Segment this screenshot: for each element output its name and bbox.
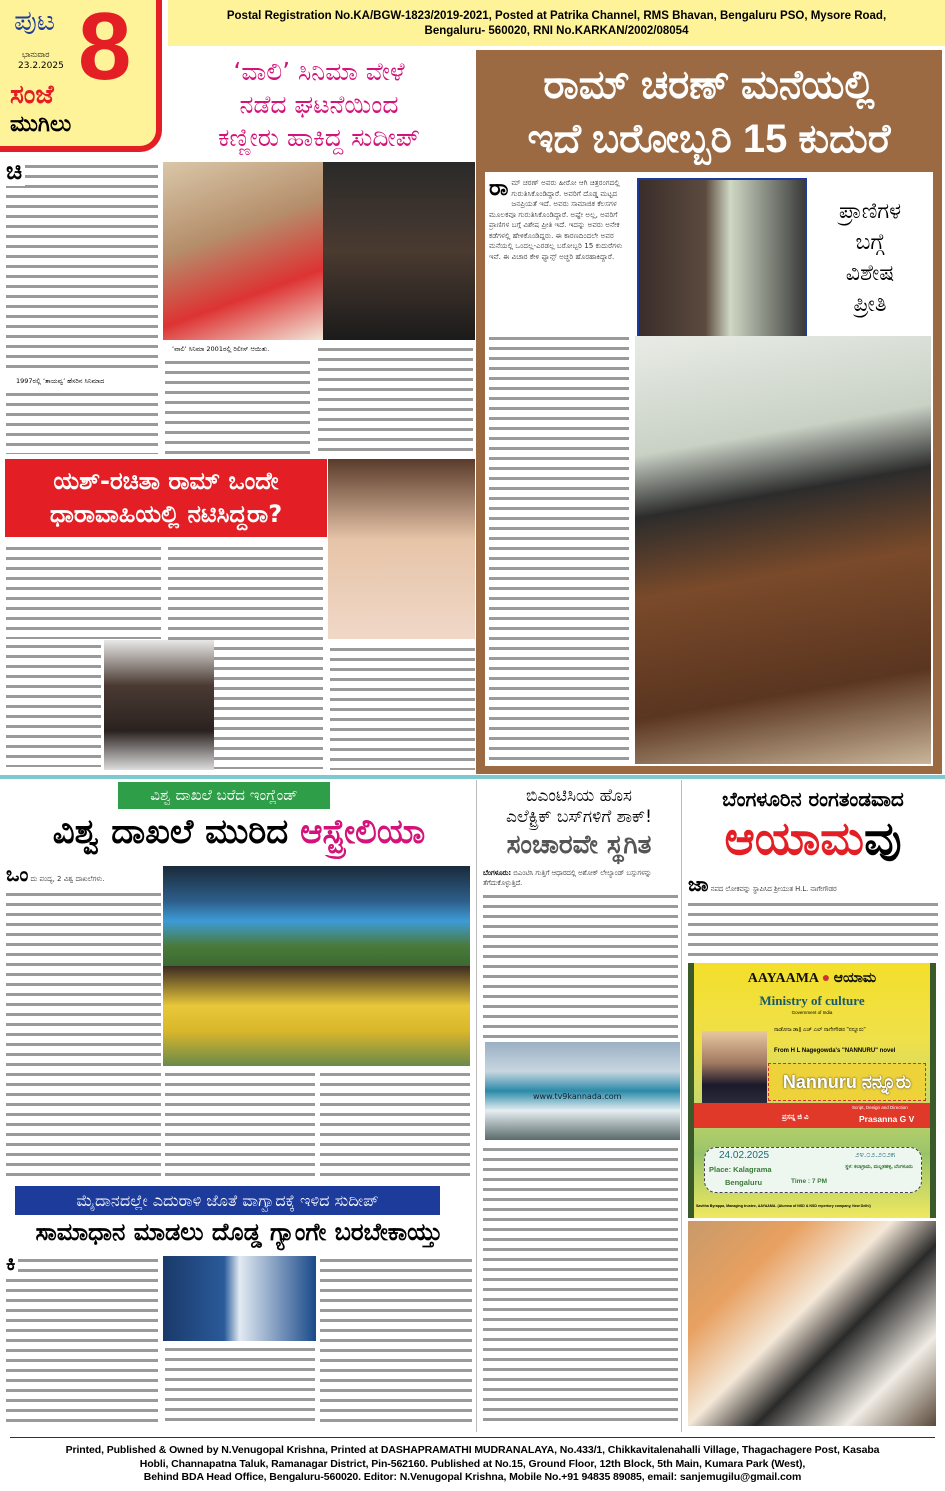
postal-line-1: Postal Registration No.KA/BGW-1823/2019-2021, Posted at Patrika Channel, RMS Bhavan, Bengaluru PSO, Mysore Road, <box>226 10 887 22</box>
masthead-box <box>0 0 162 152</box>
novel-line-kn: ನಾಡೋಜ ಡಾ|| ಎಚ್ ಎಲ್ ನಾಗೇಗೌಡರ "ನನ್ನೂರು" <box>774 1027 866 1033</box>
dateline: ಬೆಂಗಳೂರು: <box>483 869 512 877</box>
aayama-logo-icon: ● <box>821 971 831 986</box>
ram-charan-body <box>485 172 933 766</box>
bmtc-text-2 <box>483 1145 678 1427</box>
sudeep-ccl-headline: ಸಾಮಾಧಾನ ಮಾಡಲು ದೊಡ್ಡ ಗ್ಯಾಂಗೇ ಬರಬೇಕಾಯ್ತು <box>35 1218 443 1246</box>
postal-band <box>168 0 945 46</box>
cricket-australia-photo <box>163 966 470 1066</box>
event-city: Bengaluru <box>725 1178 763 1187</box>
australia-kicker: ವಿಶ್ವ ದಾಖಲೆ ಬರೆದ ಇಂಗ್ಲೆಂಡ್ <box>118 782 330 809</box>
section-divider <box>0 775 945 779</box>
aayama-text <box>688 900 938 958</box>
yash-text-col1b <box>6 642 101 767</box>
page-number: 8 <box>78 0 132 100</box>
ram-charan-riding-photo <box>635 336 931 764</box>
aayama-headline: ಬೆಂಗಳೂರಿನ ರಂಗತಂಡವಾದ ಆಯಾಮವು <box>722 787 904 865</box>
credits-band <box>694 1103 930 1128</box>
column-rule <box>681 780 682 1432</box>
sudeep-text-1997: 1997ರಲ್ಲಿ ‘ತಾಯವ್ವ’ ಹೆಸರಿನ ಸಿನಿಮಾದ <box>16 377 105 385</box>
drop-cap: ಕಿ <box>6 1252 18 1276</box>
yash-headline-box <box>5 459 327 537</box>
event-time: Time : 7 PM <box>791 1178 828 1185</box>
sudeep-ccl-text-col1 <box>6 1256 158 1427</box>
sudeep-text-col1b <box>6 390 158 454</box>
sudeep-text-col3 <box>318 345 473 453</box>
sudeep-ccl-kicker: ಮೈದಾನದಲ್ಲೇ ಎದುರಾಳಿ ಜೊತೆ ವಾಗ್ವಾದಕ್ಕೆ ಇಳಿದ ಸುದೀಪ್ <box>15 1186 440 1215</box>
column-rule <box>476 780 477 1432</box>
nannuru-poster <box>688 963 936 1218</box>
director-kn: ಪ್ರಸನ್ನ ಜಿ ವಿ <box>782 1114 809 1121</box>
drop-cap: ರಾ <box>489 178 509 201</box>
sudeep-photo-2 <box>323 162 475 340</box>
aayama-event-photo <box>688 1221 936 1426</box>
event-place-kn: ಸ್ಥಳ: ಕಲಾಗ್ರಾಮ, ಮಲ್ಲತಹಳ್ಳಿ, ಬೆಂಗಳೂರು <box>845 1164 913 1170</box>
postal-line-2: Bengaluru- 560020, RNI No.KARKAN/2002/08054 <box>424 25 689 37</box>
sudeep-text-col2 <box>165 358 310 454</box>
yash-photo <box>104 640 214 770</box>
bmtc-lead: ಬೆಂಗಳೂರು: ಬಿಎಂಟಿಸಿ ಗುತ್ತಿಗೆ ಆಧಾರದಲ್ಲಿ ಅಶೋಕ್ ಲೇಲ್ಯಾಂಡ್ ಬಸ್ಸುಗಳನ್ನು ತೆಗೆದುಕೊಳ್ಳುತ್ತಿದೆ. <box>483 869 652 887</box>
yash-headline: ಯಶ್-ರಚಿತಾ ರಾಮ್ ಒಂದೇ ಧಾರಾವಾಹಿಯಲ್ಲಿ ನಟಿಸಿದ್ದರಾ? <box>49 467 283 528</box>
sudeep-ccl-text-col3 <box>320 1256 472 1427</box>
rachita-ram-photo <box>328 459 475 639</box>
director: Prasanna G V <box>859 1114 915 1124</box>
sudeep-photo-1 <box>163 162 323 340</box>
pullquote: ಪ್ರಾಣಿಗಳ ಬಗ್ಗೆ ವಿಶೇಷ ಪ್ರೀತಿ <box>838 199 902 317</box>
australia-text-col2 <box>165 1070 315 1178</box>
ram-charan-headline: ರಾಮ್ ಚರಣ್ ಮನೆಯಲ್ಲಿ ಇದೆ ಬರೋಬ್ಬರಿ 15 ಕುದುರೆ <box>527 63 891 161</box>
paper-name-sanje: ಸಂಜೆ <box>10 80 54 110</box>
sudeep-text-vaali: ‘ವಾಲಿ’ ಸಿನಿಮಾ 2001ರಲ್ಲಿ ರಿಲೀಸ್ ಆಯಿತು. <box>172 345 270 353</box>
footer-rule <box>10 1437 935 1438</box>
aayama-brand-kn: ಆಯಾಮ <box>833 971 877 986</box>
ram-charan-section <box>476 50 942 774</box>
date: 23.2.2025 <box>18 61 64 71</box>
ministry-sub: Government of India <box>791 1010 833 1015</box>
yash-text-col1 <box>6 544 161 639</box>
australia-headline: ವಿಶ್ವ ದಾಖಲೆ ಮುರಿದ ಆಸ್ಟ್ರೇಲಿಯಾ <box>52 812 426 852</box>
australia-text-col1 <box>6 890 161 1178</box>
bmtc-text-1 <box>483 892 678 1038</box>
ministry: Ministry of culture <box>759 993 865 1008</box>
aayama-brand-en: AAYAAMA <box>747 971 819 986</box>
aayama-lead: ಜಾ ನಪದ ಲೋಕವನ್ನು ಸ್ಥಾಪಿಸಿದ ಶ್ರೀಯುತ H.L. ನಾಗೇಗೌಡರ <box>688 872 837 896</box>
paper-name-mugilu: ಮುಗಿಲು <box>10 112 72 137</box>
cricket-england-photo <box>163 866 470 966</box>
poster-footer: Savitha Byrappa, Managing trustee, AAYAAMA. (Alumna of NSD & NSD repertory company, New Delhi) <box>696 1204 871 1208</box>
drop-cap: ಜಾ <box>688 872 709 896</box>
bus-watermark: www.tv9kannada.com <box>533 1092 622 1101</box>
australia-lead: ಒಂ ದು ಪಂದ್ಯ, 2 ವಿಶ್ವ ದಾಖಲೆಗಳು. <box>6 862 105 886</box>
sudeep-text-col1 <box>6 162 158 374</box>
bmtc-bus-photo <box>485 1042 680 1140</box>
drop-cap: ಒಂ <box>6 862 29 886</box>
play-title: Nannuru ನನ್ನೂರು <box>768 1063 926 1101</box>
day: ಭಾನುವಾರ <box>22 50 50 59</box>
event-date-kn: ೨೪.೦೨.೨೦೨೫ <box>855 1150 896 1159</box>
event-details <box>704 1147 922 1193</box>
event-place: Place: Kalagrama <box>709 1165 772 1174</box>
ram-charan-lead-text: ಮ್ ಚರಣ್ ಅವರು ಹೀರೋ ಆಗಿ ಚಿತ್ರರಂಗದಲ್ಲಿ ಗುರುತಿಸಿಕೊಂಡಿದ್ದಾರೆ. ಅವರಿಗೆ ದೊಡ್ಡ ಮಟ್ಟದ ಜನಪ್ರಿಯತೆ ಇದೆ. ಅವರು ಸಾಮಾಜಿಕ ಕೆಲಸಗಳ ಮೂಲಕವೂ ಗುರುತಿಸಿಕೊಂಡಿದ್ದಾರೆ. ಅಷ್ಟೇ ಅಲ್ಲ, ಅವರಿಗೆ ಪ್ರಾಣಿಗಳ ಬಗ್ಗೆ ವಿಶೇಷ ಪ್ರೀತಿ ಇದೆ. ಇದನ್ನು ಅವರು ಅನೇಕ ಕಡೆಗಳಲ್ಲಿ ಹೇಳಿಕೊಂಡಿದ್ದರು. ಈ ಕಾರಣದಿಂದಲೇ ಅವರ ಮನೆಯಲ್ಲಿ ಒಂದಲ್ಲ-ಎರಡಲ್ಲ ಬರೋಬ್ಬರಿ 15 ಕುದುರೆಗಳು ಇವೆ. ಈ ವಿಚಾರ ಕೇಳಿ ಫ್ಯಾನ್ಸ್ ಅಚ್ಚರಿ ಹೊರಹಾಕಿದ್ದಾರೆ. <box>489 178 623 261</box>
event-date: 24.02.2025 <box>719 1150 770 1161</box>
sudeep-ccl-photo <box>163 1256 316 1341</box>
novel-line-en: From H L Nagegowda's "NANNURU" novel <box>774 1048 896 1054</box>
drop-cap: ಚಿ <box>6 158 25 186</box>
sudeep-headline: ‘ವಾಲಿ’ ಸಿನಿಮಾ ವೇಳೆ ನಡೆದ ಘಟನೆಯಿಂದ ಕಣ್ಣೀರು ಹಾಕಿದ್ದ ಸುದೀಪ್ <box>218 57 420 152</box>
ram-charan-text-col <box>489 334 629 762</box>
credit-label: Script, Design and Direction <box>852 1105 908 1110</box>
yash-text-col3 <box>330 645 475 770</box>
bmtc-headline: ಬಿಎಂಟಿಸಿಯ ಹೊಸ ಎಲೆಕ್ಟ್ರಿಕ್ ಬಸ್‌ಗಳಿಗೆ ಶಾಕ್! ಸಂಚಾರವೇ ಸ್ಥಗಿತ <box>506 786 652 860</box>
page-label: ಪುಟ <box>14 4 56 37</box>
nagegowda-photo <box>702 1031 767 1103</box>
australia-text-col3 <box>320 1070 470 1178</box>
sudeep-ccl-text-col2 <box>165 1345 315 1427</box>
ram-charan-lead <box>489 178 629 330</box>
imprint: Printed, Published & Owned by N.Venugopal Krishna, Printed at DASHAPRAMATHI MUDRANALAYA, No.433/1, Chikkavitalenahalli Village, Thagachagere Post, Kasaba Hobli, Channapatna Taluk, Ramanagar District, Pin-562160. Published at No.15, Ground Floor, 12th Block, 5th Main, Kumara Park (West), Behind BDA Head Office, Bengaluru-560020. Editor: N.Venugopal Krishna, Mobile No.+91 94835 89085, email: sanjemugilu@gmail.com <box>65 1444 880 1483</box>
